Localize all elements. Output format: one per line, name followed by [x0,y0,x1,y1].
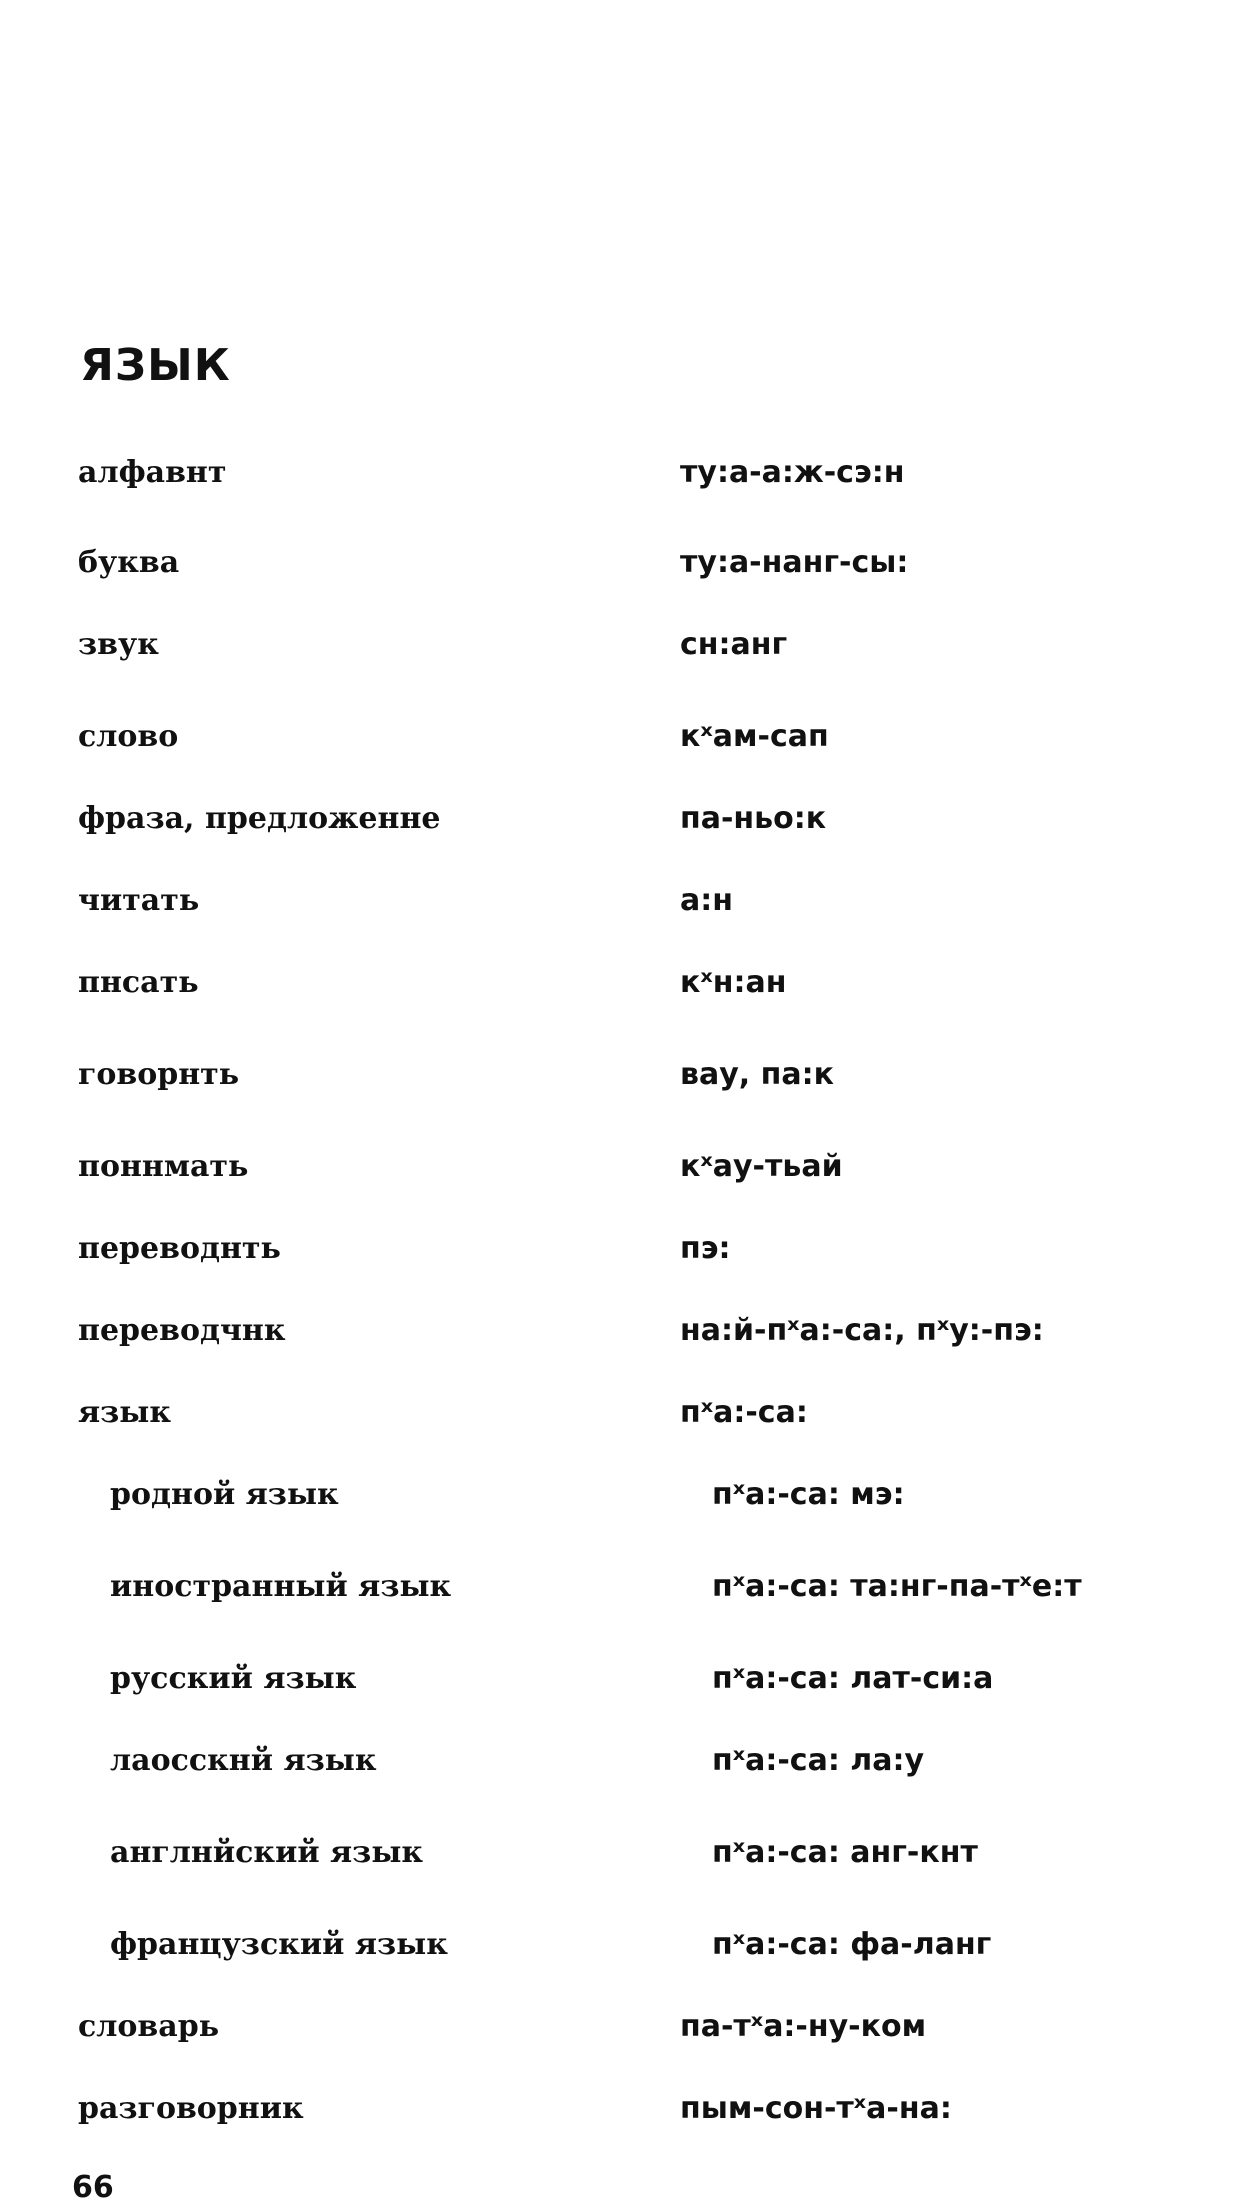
russian-term: читать [78,883,200,918]
dictionary-entry [0,801,1260,883]
lao-transcription: пˣа:-са: лат-си:а [712,1661,994,1696]
dictionary-entry [0,1835,1260,1927]
dictionary-entry [0,1927,1260,2009]
dictionary-entry [0,719,1260,801]
russian-term: словарь [78,2009,220,2044]
lao-transcription: пˣа:-са: [680,1395,808,1430]
dictionary-entry [0,1313,1260,1395]
lao-transcription: па-ньо:к [680,801,827,836]
russian-term: французский язык [110,1927,448,1962]
lao-transcription: па-тˣа:-ну-ком [680,2009,927,2044]
dictionary-entry [0,2009,1260,2091]
russian-term: русский язык [110,1661,357,1696]
page-number: 66 [72,2170,114,2205]
russian-term: говорнть [78,1057,240,1092]
russian-term: фраза, предложенне [78,801,441,836]
dictionary-entry [0,1477,1260,1569]
russian-term: поннмать [78,1149,249,1184]
dictionary-entry [0,627,1260,719]
russian-term: алфавнт [78,455,227,490]
lao-transcription: кˣам-сап [680,719,829,754]
lao-transcription: а:н [680,883,733,918]
russian-term: слово [78,719,179,754]
dictionary-entry [0,1231,1260,1313]
lao-transcription: ту:а-а:ж-сэ:н [680,455,905,490]
dictionary-entry [0,883,1260,965]
russian-term: переводнть [78,1231,281,1266]
dictionary-entry [0,455,1260,545]
dictionary-entry [0,1569,1260,1661]
russian-term: англнйский язык [110,1835,424,1870]
section-heading: ЯЗЫК [80,340,231,391]
dictionary-entry [0,545,1260,627]
dictionary-entry [0,1661,1260,1743]
dictionary-entry [0,2091,1260,2173]
dictionary-entry [0,1395,1260,1477]
lao-transcription: пˣа:-са: та:нг-па-тˣе:т [712,1569,1082,1604]
lao-transcription: вау, па:к [680,1057,834,1092]
lao-transcription: пэ: [680,1231,731,1266]
lao-transcription: пˣа:-са: анг-кнт [712,1835,978,1870]
lao-transcription: пˣа:-са: мэ: [712,1477,905,1512]
entries-list [0,455,1260,2173]
russian-term: родной язык [110,1477,339,1512]
dictionary-entry [0,965,1260,1057]
lao-transcription: кˣн:ан [680,965,787,1000]
russian-term: иностранный язык [110,1569,452,1604]
russian-term: переводчнк [78,1313,286,1348]
russian-term: буква [78,545,180,580]
lao-transcription: пˣа:-са: фа-ланг [712,1927,992,1962]
russian-term: звук [78,627,159,662]
dictionary-entry [0,1743,1260,1835]
lao-transcription: сн:анг [680,627,788,662]
lao-transcription: ту:а-нанг-сы: [680,545,909,580]
dictionary-entry [0,1149,1260,1231]
russian-term: лаосскнй язык [110,1743,377,1778]
russian-term: пнсать [78,965,199,1000]
lao-transcription: пˣа:-са: ла:у [712,1743,925,1778]
dictionary-entry [0,1057,1260,1149]
russian-term: язык [78,1395,172,1430]
russian-term: разговорник [78,2091,304,2126]
lao-transcription: кˣау-тьай [680,1149,843,1184]
lao-transcription: пым-сон-тˣа-на: [680,2091,952,2126]
lao-transcription: на:й-пˣа:-са:, пˣу:-пэ: [680,1313,1044,1348]
